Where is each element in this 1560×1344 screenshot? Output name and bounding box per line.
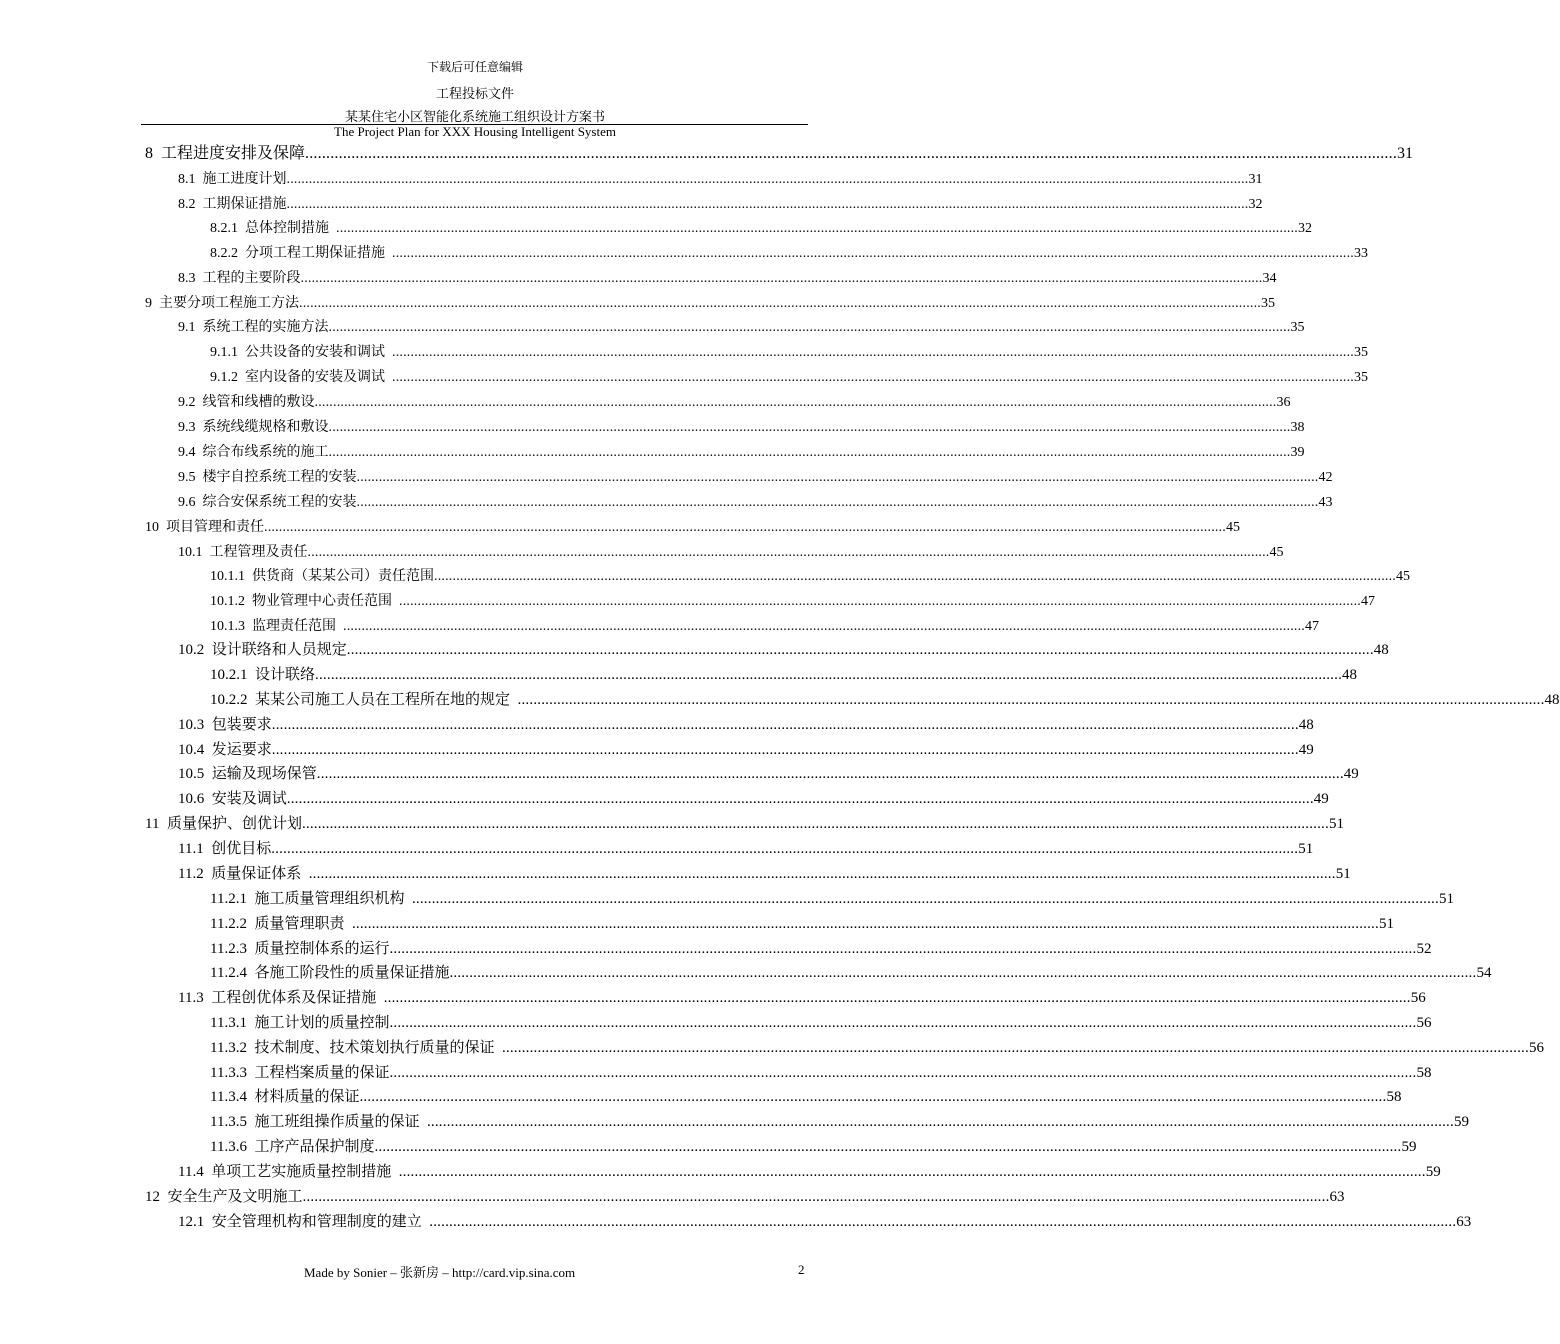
toc-leader-dots: ....................................................................................................................................................................................................................................................................	[286, 791, 1314, 807]
toc-entry[interactable]	[145, 520, 1240, 535]
toc-entry-page: 31	[1397, 145, 1414, 162]
toc-entry-title: 11.4 单项工艺实施质量控制措施	[178, 1164, 399, 1180]
toc-entry[interactable]	[145, 1189, 1345, 1206]
toc-leader-dots: ....................................................................................................................................................................................................................................................................	[389, 1015, 1417, 1031]
toc-entry-title: 9.1.1 公共设备的安装和调试	[210, 345, 392, 360]
toc-entry-page: 52	[1416, 941, 1432, 957]
toc-entry-page: 51	[1378, 916, 1394, 932]
toc-entry-page: 32	[1248, 197, 1263, 212]
toc-entry-page: 56	[1416, 1015, 1432, 1031]
toc-leader-dots: ....................................................................................................................................................................................................................................................................	[308, 866, 1336, 882]
toc-entry-page: 31	[1248, 172, 1263, 187]
toc-entry-page: 34	[1262, 271, 1277, 286]
toc-entry[interactable]	[145, 145, 1414, 163]
toc-entry-title: 11.3.5 施工班组操作质量的保证	[210, 1114, 427, 1130]
toc-leader-dots: ....................................................................................................................................................................................................................................................................	[392, 345, 1354, 360]
toc-entry-page: 58	[1416, 1065, 1432, 1081]
toc-entry[interactable]	[178, 1164, 1441, 1181]
toc-entry-title: 11.3.2 技术制度、技术策划执行质量的保证	[210, 1040, 502, 1056]
toc-leader-dots: ....................................................................................................................................................................................................................................................................	[301, 816, 1329, 832]
toc-leader-dots: ....................................................................................................................................................................................................................................................................	[517, 692, 1545, 708]
toc-entry-title: 11.2.4 各施工阶段性的质量保证措施	[210, 965, 450, 981]
toc-leader-dots: ....................................................................................................................................................................................................................................................................	[286, 197, 1249, 212]
toc-entry-title: 10.2 设计联络和人员规定	[178, 642, 347, 658]
toc-entry-title: 10 项目管理和责任	[145, 520, 264, 535]
toc-entry[interactable]	[178, 545, 1284, 560]
toc-entry-page: 56	[1410, 990, 1426, 1006]
toc-entry-page: 35	[1354, 345, 1368, 360]
toc-entry-title: 10.1.2 物业管理中心责任范围	[210, 594, 399, 609]
toc-leader-dots: ....................................................................................................................................................................................................................................................................	[434, 569, 1396, 584]
toc-leader-dots: ....................................................................................................................................................................................................................................................................	[307, 545, 1270, 560]
toc-entry[interactable]	[210, 370, 1368, 385]
page-number: 2	[798, 1262, 805, 1277]
toc-entry-page: 59	[1453, 1114, 1469, 1130]
toc-leader-dots: ....................................................................................................................................................................................................................................................................	[399, 594, 1361, 609]
toc-entry-title: 12 安全生产及文明施工	[145, 1189, 303, 1205]
toc-entry-title: 8.1 施工进度计划	[178, 172, 287, 187]
toc-entry-title: 11.2 质量保证体系	[178, 866, 309, 882]
toc-entry-title: 9.6 综合安保系统工程的安装	[178, 495, 357, 510]
toc-entry[interactable]	[178, 172, 1263, 187]
toc-entry-page: 36	[1276, 395, 1291, 410]
toc-leader-dots: ....................................................................................................................................................................................................................................................................	[356, 470, 1319, 485]
header-doc-type: 工程投标文件	[435, 86, 514, 101]
toc-entry-title: 10.2.1 设计联络	[210, 667, 316, 683]
toc-leader-dots: ....................................................................................................................................................................................................................................................................	[411, 891, 1439, 907]
toc-entry-page: 51	[1335, 866, 1351, 882]
toc-entry[interactable]	[178, 841, 1314, 858]
toc-entry-page: 56	[1528, 1040, 1544, 1056]
toc-entry-title: 11.1 创优目标	[178, 841, 272, 857]
toc-leader-dots: ....................................................................................................................................................................................................................................................................	[359, 1089, 1387, 1105]
toc-entry-title: 10.6 安装及调试	[178, 791, 287, 807]
toc-entry[interactable]	[210, 569, 1410, 584]
footer-credit: Made by Sonier – 张新房 – http://card.vip.sina.com	[304, 1265, 576, 1280]
toc-leader-dots: ....................................................................................................................................................................................................................................................................	[426, 1114, 1454, 1130]
toc-entry-page: 33	[1354, 246, 1368, 261]
toc-entry-title: 10.5 运输及现场保管	[178, 766, 317, 782]
toc-leader-dots: ....................................................................................................................................................................................................................................................................	[398, 1164, 1426, 1180]
header-doc-title: 某某住宅小区智能化系统施工组织设计方案书	[344, 109, 605, 124]
toc-entry-title: 12.1 安全管理机构和管理制度的建立	[178, 1214, 430, 1230]
download-note: 下载后可任意编辑	[426, 60, 523, 74]
toc-entry-title: 9.1.2 室内设备的安装及调试	[210, 370, 392, 385]
toc-leader-dots: ....................................................................................................................................................................................................................................................................	[316, 766, 1344, 782]
toc-entry-page: 49	[1298, 742, 1314, 758]
toc-entry[interactable]	[178, 420, 1305, 435]
toc-entry[interactable]	[178, 766, 1359, 783]
toc-entry[interactable]	[178, 445, 1305, 460]
toc-entry[interactable]	[210, 345, 1368, 360]
header-english-title: The Project Plan for XXX Housing Intelligent System	[334, 124, 616, 139]
toc-leader-dots: ....................................................................................................................................................................................................................................................................	[351, 916, 1379, 932]
toc-entry-title: 8.2 工期保证措施	[178, 197, 287, 212]
toc-leader-dots: ....................................................................................................................................................................................................................................................................	[383, 990, 1411, 1006]
toc-entry[interactable]	[178, 271, 1277, 286]
toc-entry-page: 35	[1290, 320, 1305, 335]
toc-entry-title: 11.3 工程创优体系及保证措施	[178, 990, 384, 1006]
toc-leader-dots: ....................................................................................................................................................................................................................................................................	[328, 320, 1291, 335]
toc-entry[interactable]	[178, 495, 1333, 510]
toc-entry-page: 59	[1425, 1164, 1441, 1180]
toc-entry-title: 10.3 包装要求	[178, 717, 272, 733]
toc-entry[interactable]	[178, 791, 1329, 808]
toc-entry-title: 9.1 系统工程的实施方法	[178, 320, 329, 335]
toc-entry-title: 11.2.2 质量管理职责	[210, 916, 352, 932]
toc-entry-page: 45	[1269, 545, 1284, 560]
toc-entry[interactable]	[178, 395, 1291, 410]
toc-entry-page: 47	[1361, 594, 1375, 609]
toc-entry[interactable]	[210, 941, 1432, 958]
toc-leader-dots: ....................................................................................................................................................................................................................................................................	[346, 642, 1374, 658]
toc-entry-page: 63	[1329, 1189, 1345, 1205]
toc-entry-page: 49	[1313, 791, 1329, 807]
toc-leader-dots: ....................................................................................................................................................................................................................................................................	[299, 296, 1261, 311]
toc-entry[interactable]	[178, 197, 1263, 212]
toc-leader-dots: ....................................................................................................................................................................................................................................................................	[300, 271, 1263, 286]
toc-entry-title: 11.3.6 工序产品保护制度	[210, 1139, 375, 1155]
toc-entry-title: 8 工程进度安排及保障	[145, 145, 306, 162]
toc-entry-page: 35	[1354, 370, 1368, 385]
toc-entry-title: 8.3 工程的主要阶段	[178, 271, 301, 286]
toc-entry-page: 45	[1226, 520, 1240, 535]
toc-leader-dots: ....................................................................................................................................................................................................................................................................	[286, 172, 1249, 187]
toc-leader-dots: ....................................................................................................................................................................................................................................................................	[392, 370, 1354, 385]
toc-entry-page: 48	[1298, 717, 1314, 733]
toc-entry[interactable]	[210, 246, 1368, 261]
toc-entry-page: 51	[1328, 816, 1344, 832]
toc-entry-page: 54	[1476, 965, 1492, 981]
toc-entry[interactable]	[178, 717, 1314, 734]
toc-entry-title: 10.1 工程管理及责任	[178, 545, 308, 560]
toc-entry[interactable]	[178, 320, 1305, 335]
toc-leader-dots: ....................................................................................................................................................................................................................................................................	[305, 145, 1398, 162]
toc-entry[interactable]	[210, 1089, 1402, 1106]
toc-leader-dots: ....................................................................................................................................................................................................................................................................	[429, 1214, 1457, 1230]
toc-entry-page: 48	[1342, 667, 1358, 683]
toc-entry-title: 9.5 楼宇自控系统工程的安装	[178, 470, 357, 485]
toc-entry[interactable]	[178, 866, 1351, 883]
toc-leader-dots: ....................................................................................................................................................................................................................................................................	[374, 1139, 1402, 1155]
toc-entry[interactable]	[178, 742, 1314, 759]
toc-entry-title: 10.2.2 某某公司施工人员在工程所在地的规定	[210, 692, 518, 708]
toc-entry-title: 11.2.1 施工质量管理组织机构	[210, 891, 412, 907]
toc-leader-dots: ....................................................................................................................................................................................................................................................................	[302, 1189, 1330, 1205]
toc-entry-title: 11 质量保护、创优计划	[145, 816, 302, 832]
toc-entry[interactable]	[210, 1040, 1544, 1057]
toc-entry-title: 9.4 综合布线系统的施工	[178, 445, 329, 460]
toc-entry-page: 39	[1290, 445, 1305, 460]
toc-entry[interactable]	[210, 1015, 1432, 1032]
toc-entry[interactable]	[145, 816, 1344, 833]
toc-entry-title: 11.3.4 材料质量的保证	[210, 1089, 360, 1105]
toc-entry[interactable]	[178, 1214, 1472, 1231]
toc-entry[interactable]	[145, 296, 1275, 311]
toc-entry[interactable]	[210, 1114, 1469, 1131]
toc-entry-title: 10.1.1 供货商（某某公司）责任范围	[210, 569, 434, 584]
toc-entry-page: 45	[1396, 569, 1410, 584]
toc-entry-page: 48	[1544, 692, 1560, 708]
toc-leader-dots: ....................................................................................................................................................................................................................................................................	[271, 717, 1299, 733]
toc-entry-page: 51	[1438, 891, 1454, 907]
toc-entry-page: 51	[1298, 841, 1314, 857]
toc-entry-page: 42	[1318, 470, 1333, 485]
toc-entry[interactable]	[210, 916, 1394, 933]
toc-entry-page: 43	[1318, 495, 1333, 510]
toc-entry-title: 9 主要分项工程施工方法	[145, 296, 299, 311]
toc-entry[interactable]	[210, 619, 1319, 634]
toc-entry[interactable]	[210, 965, 1492, 982]
toc-entry-title: 9.2 线管和线槽的敷设	[178, 395, 315, 410]
toc-entry[interactable]	[178, 470, 1333, 485]
toc-entry[interactable]	[210, 1065, 1432, 1082]
toc-leader-dots: ....................................................................................................................................................................................................................................................................	[315, 667, 1343, 683]
toc-leader-dots: ....................................................................................................................................................................................................................................................................	[501, 1040, 1529, 1056]
toc-entry-page: 32	[1298, 221, 1312, 236]
toc-entry-title: 11.3.1 施工计划的质量控制	[210, 1015, 390, 1031]
toc-entry[interactable]	[210, 891, 1454, 908]
toc-leader-dots: ....................................................................................................................................................................................................................................................................	[336, 221, 1298, 236]
toc-entry-title: 11.3.3 工程档案质量的保证	[210, 1065, 390, 1081]
toc-entry-title: 9.3 系统线缆规格和敷设	[178, 420, 329, 435]
toc-leader-dots: ....................................................................................................................................................................................................................................................................	[449, 965, 1477, 981]
toc-entry[interactable]	[210, 667, 1358, 684]
toc-leader-dots: ....................................................................................................................................................................................................................................................................	[314, 395, 1277, 410]
toc-leader-dots: ....................................................................................................................................................................................................................................................................	[271, 742, 1299, 758]
toc-leader-dots: ....................................................................................................................................................................................................................................................................	[328, 445, 1291, 460]
toc-leader-dots: ....................................................................................................................................................................................................................................................................	[271, 841, 1299, 857]
toc-entry[interactable]	[178, 642, 1389, 659]
toc-entry[interactable]	[178, 990, 1426, 1007]
toc-entry-page: 63	[1456, 1214, 1472, 1230]
toc-entry-page: 48	[1373, 642, 1389, 658]
toc-leader-dots: ....................................................................................................................................................................................................................................................................	[264, 520, 1226, 535]
toc-entry[interactable]	[210, 692, 1560, 709]
toc-leader-dots: ....................................................................................................................................................................................................................................................................	[356, 495, 1319, 510]
toc-entry-page: 59	[1401, 1139, 1417, 1155]
toc-entry[interactable]	[210, 221, 1312, 236]
toc-entry-page: 38	[1290, 420, 1305, 435]
toc-entry-page: 49	[1343, 766, 1359, 782]
toc-entry-title: 11.2.3 质量控制体系的运行	[210, 941, 390, 957]
toc-leader-dots: ....................................................................................................................................................................................................................................................................	[343, 619, 1305, 634]
toc-entry-page: 35	[1261, 296, 1275, 311]
toc-entry-title: 8.2.2 分项工程工期保证措施	[210, 246, 392, 261]
toc-leader-dots: ....................................................................................................................................................................................................................................................................	[389, 941, 1417, 957]
toc-leader-dots: ....................................................................................................................................................................................................................................................................	[392, 246, 1354, 261]
toc-entry[interactable]	[210, 594, 1375, 609]
toc-entry[interactable]	[210, 1139, 1417, 1156]
toc-entry-title: 10.4 发运要求	[178, 742, 272, 758]
toc-entry-page: 47	[1305, 619, 1319, 634]
toc-entry-page: 58	[1386, 1089, 1402, 1105]
toc-leader-dots: ....................................................................................................................................................................................................................................................................	[389, 1065, 1417, 1081]
toc-entry-title: 10.1.3 监理责任范围	[210, 619, 343, 634]
toc-leader-dots: ....................................................................................................................................................................................................................................................................	[328, 420, 1291, 435]
toc-entry-title: 8.2.1 总体控制措施	[210, 221, 336, 236]
